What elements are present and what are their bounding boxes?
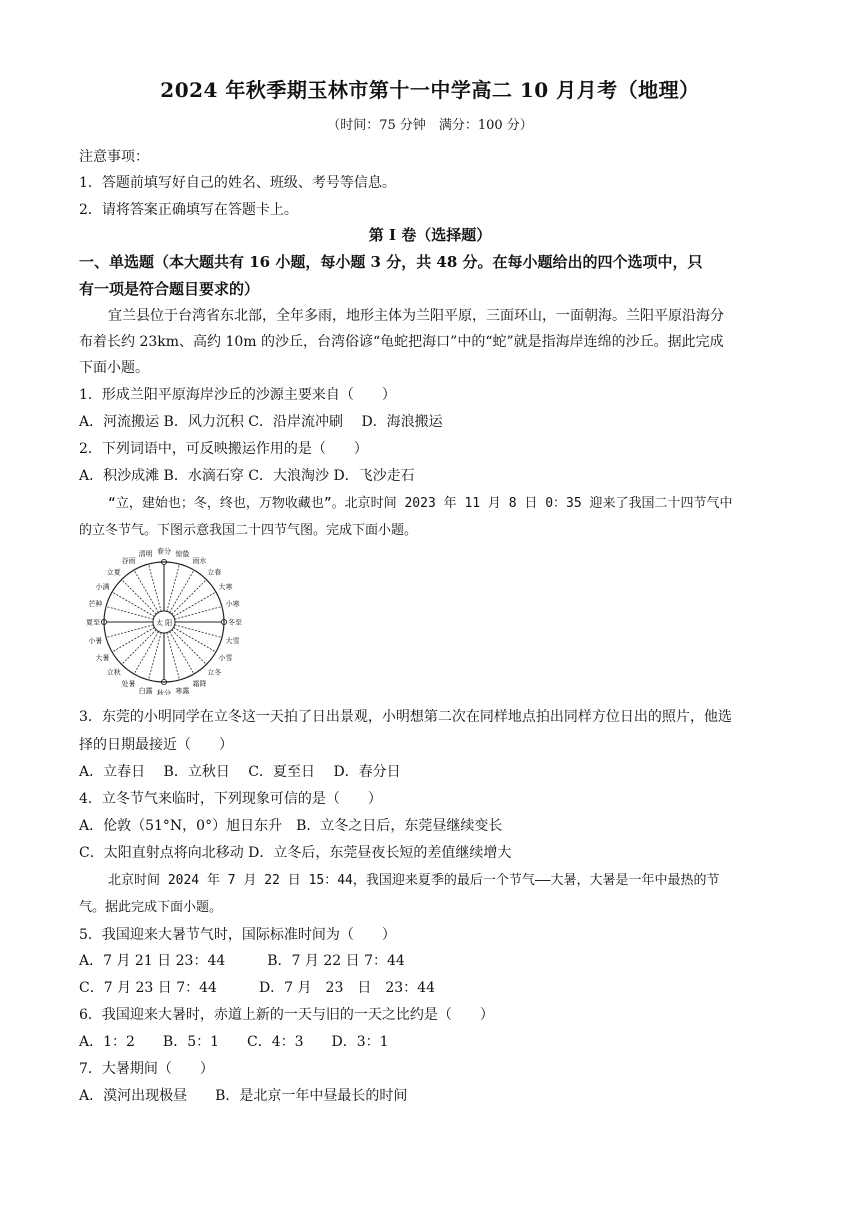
solar-term-label: 秋分 xyxy=(157,689,171,695)
solar-term-label: 春分 xyxy=(157,547,171,556)
solar-term-label: 雨水 xyxy=(192,557,207,566)
ray-line xyxy=(174,592,216,617)
passage3-line2: 气。据此完成下面小题。 xyxy=(79,900,223,915)
solar-term-label: 大暑 xyxy=(95,654,110,662)
sun-label: 太 阳 xyxy=(155,619,173,627)
passage1-line1: 宜兰县位于台湾省东北部，全年多雨，地形主体为兰阳平原，三面环山，一面朝海。兰阳平原沿海分 xyxy=(108,308,724,324)
ray-line xyxy=(174,628,216,653)
solar-term-label: 小雪 xyxy=(218,654,233,662)
ray-line xyxy=(172,630,207,665)
solar-term-label: 立春 xyxy=(207,568,222,577)
solar-term-label: 处暑 xyxy=(121,679,136,688)
ray-line xyxy=(167,633,180,680)
part1-heading-line1: 一、单选题（本大题共有 16 小题，每小题 3 分，共 48 分。在每小题给出的四个选项中，只 xyxy=(79,253,703,271)
ray-line xyxy=(148,633,161,680)
ray-line xyxy=(106,625,153,638)
ray-line xyxy=(106,606,153,619)
ray-line xyxy=(175,625,222,638)
question-2-stem: 2．下列词语中，可反映搬运作用的是（ ） xyxy=(79,441,368,457)
solar-term-label: 立秋 xyxy=(106,668,121,677)
passage1-line3: 下面小题。 xyxy=(79,360,149,376)
question-3-stem-line1: 3．东莞的小明同学在立冬这一天拍了日出景观，小明想第二次在同样地点拍出同样方位日出的照片，他选 xyxy=(79,709,732,725)
question-7-stem: 7．大暑期间（ ） xyxy=(79,1061,214,1077)
question-1-stem: 1．形成兰阳平原海岸沙丘的沙源主要来自（ ） xyxy=(79,387,396,403)
solar-term-label: 霜降 xyxy=(192,679,207,688)
ray-line xyxy=(122,630,157,665)
solar-term-label: 芒种 xyxy=(88,600,103,609)
question-4-stem: 4．立冬节气来临时，下列现象可信的是（ ） xyxy=(79,791,382,807)
notice-item-2: 2．请将答案正确填写在答题卡上。 xyxy=(79,202,298,218)
ray-line xyxy=(122,580,157,615)
question-6-stem: 6．我国迎来大暑时，赤道上新的一天与旧的一天之比约是（ ） xyxy=(79,1007,494,1023)
ray-line xyxy=(134,632,159,674)
passage2-line1: “立，建始也；冬，终也，万物收藏也”。北京时间 2023 年 11 月 8 日 0：35 迎来了我国二十四节气中 xyxy=(108,496,733,511)
solar-term-label: 小暑 xyxy=(88,636,103,645)
question-4-options-line2: C．太阳直射点将向北移动 D．立冬后，东莞昼夜长短的差值继续增大 xyxy=(79,845,512,861)
ray-line xyxy=(172,580,207,615)
solar-term-label: 立夏 xyxy=(106,568,121,577)
question-7-options: A．漠河出现极昼 B．是北京一年中昼最长的时间 xyxy=(79,1088,408,1104)
notice-item-1: 1．答题前填写好自己的姓名、班级、考号等信息。 xyxy=(79,175,396,191)
ray-line xyxy=(175,606,222,619)
solar-term-label: 谷雨 xyxy=(121,557,136,566)
passage1-line2: 布着长约 23km、高约 10m 的沙丘，台湾俗谚“龟蛇把海口”中的“蛇”就是指海岸连绵的沙丘。据此完成 xyxy=(79,334,724,350)
solar-term-label: 清明 xyxy=(138,549,153,558)
part1-heading-line2: 有一项是符合题目要求的） xyxy=(79,280,260,298)
ray-line xyxy=(170,570,195,612)
volume-heading: 第 I 卷（选择题） xyxy=(368,226,492,244)
question-3-stem-line2: 择的日期最接近（ ） xyxy=(79,737,233,753)
solar-term-label: 白露 xyxy=(138,687,153,695)
ray-line xyxy=(167,564,180,611)
passage3-line1: 北京时间 2024 年 7 月 22 日 15：44，我国迎来夏季的最后一个节气——大暑，大暑是一年中最热的节 xyxy=(108,873,720,888)
question-2-options: A．积沙成滩 B．水滴石穿 C．大浪淘沙 D．飞沙走石 xyxy=(79,468,415,484)
solar-term-label: 小寒 xyxy=(225,600,240,609)
question-5-options-line2: C．7 月 23 日 7：44 D．7 月 23 日 23：44 xyxy=(79,980,435,996)
ray-line xyxy=(148,564,161,611)
solar-term-label: 立冬 xyxy=(207,668,222,677)
ray-line xyxy=(170,632,195,674)
question-5-stem: 5．我国迎来大暑节气时，国际标准时间为（ ） xyxy=(79,927,396,943)
exam-subtitle: （时间：75 分钟 满分：100 分） xyxy=(327,118,533,133)
solar-term-label: 大雪 xyxy=(225,636,240,645)
solar-term-label: 夏至 xyxy=(86,618,100,627)
solar-term-label: 小满 xyxy=(95,583,110,591)
exam-title: 2024 年秋季期玉林市第十一中学高二 10 月月考（地理） xyxy=(160,78,700,102)
notice-heading: 注意事项： xyxy=(79,149,149,165)
ray-line xyxy=(134,570,159,612)
passage2-line2: 的立冬节气。下图示意我国二十四节气图。完成下面小题。 xyxy=(79,523,418,538)
ray-line xyxy=(112,592,154,617)
solar-term-label: 大寒 xyxy=(218,583,233,591)
solar-term-label: 冬至 xyxy=(228,618,242,627)
ray-line xyxy=(112,628,154,653)
solar-term-label: 惊蛰 xyxy=(175,549,190,558)
question-6-options: A．1：2 B．5：1 C．4：3 D．3：1 xyxy=(79,1034,389,1050)
solar-terms-diagram xyxy=(78,545,250,695)
solar-term-label: 寒露 xyxy=(175,687,190,695)
question-3-options: A．立春日 B．立秋日 C．夏至日 D．春分日 xyxy=(79,764,401,780)
question-1-options: A．河流搬运 B．风力沉积 C．沿岸流冲刷 D．海浪搬运 xyxy=(79,414,443,430)
question-5-options-line1: A．7 月 21 日 23：44 B．7 月 22 日 7：44 xyxy=(79,953,405,969)
question-4-options-line1: A．伦敦（51°N，0°）旭日东升 B．立冬之日后，东莞昼继续变长 xyxy=(79,818,503,834)
